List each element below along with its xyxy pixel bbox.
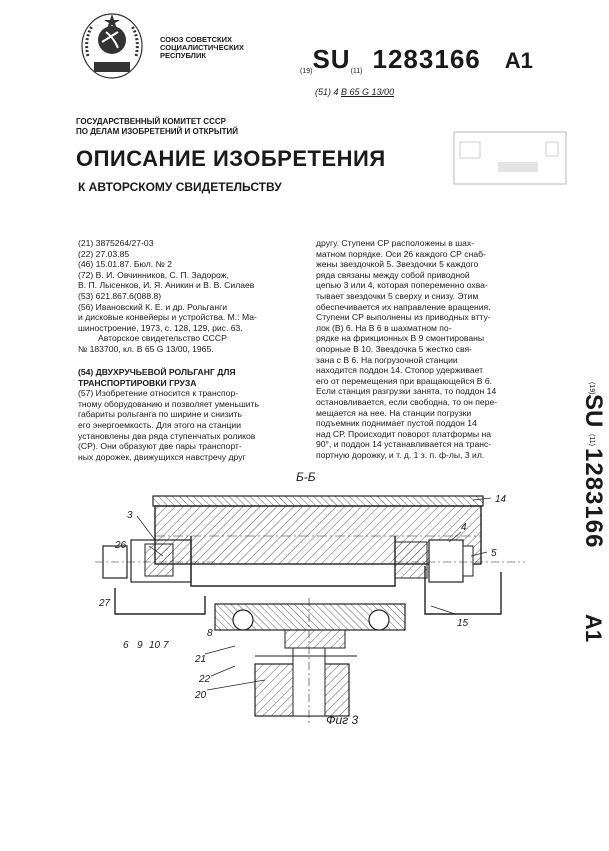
patent-id-line xyxy=(300,44,533,75)
callout-label: 10 xyxy=(149,640,161,651)
committee-line-2: ПО ДЕЛАМ ИЗОБРЕТЕНИЙ И ОТКРЫТИЙ xyxy=(76,127,239,136)
abstract-line: Если станция разгрузки занята, то поддон 14 xyxy=(316,386,497,397)
kind-code: A1 xyxy=(504,48,533,73)
committee-block xyxy=(76,117,238,137)
pallet-plate xyxy=(153,496,483,506)
abstract-line: матном порядке. Оси 26 каждого СР снаб- xyxy=(316,248,486,259)
union-name: СОЮЗ СОВЕТСКИХ СОЦИАЛИСТИЧЕСКИХ РЕСПУБЛИК xyxy=(160,35,244,60)
callout-label: 22 xyxy=(199,674,211,685)
abstract-line: цепью 3 или 4, которая попеременно охва- xyxy=(316,280,488,291)
ipc-code: В 65 G 13/00 xyxy=(341,87,395,97)
biblio-line: (72) В. И. Овчинников, С. П. Задорож, xyxy=(78,269,229,280)
abstract-line: Ступени СР выполнены из приводных втту- xyxy=(316,312,491,323)
committee-line-1: ГОСУДАРСТВЕННЫЙ КОМИТЕТ СССР xyxy=(76,117,226,126)
side-number: 1283166 xyxy=(580,448,607,549)
technical-drawing xyxy=(95,476,535,726)
callout-label: 26 xyxy=(115,540,127,551)
side-su: SU xyxy=(580,394,607,428)
code-19: (19) xyxy=(300,68,313,75)
side-code-19: (19) xyxy=(588,382,595,395)
figure-caption: Фиг 3 xyxy=(326,713,359,727)
library-stamp-icon xyxy=(450,128,570,188)
abstract-line: (СР). Они образуют две пары транспорт- xyxy=(78,441,242,452)
biblio-line: шиностроение, 1973, с. 128, 129, рис. 63. xyxy=(78,322,243,333)
callout-label: 7 xyxy=(163,640,169,651)
callout-label: 8 xyxy=(207,628,213,639)
abstract-line: жены звездочкой 5. Звездочки 5 каждого xyxy=(316,259,479,270)
abstract-line: установлены два ряда ступенчатых роликов xyxy=(78,430,256,441)
callout-label: 5 xyxy=(491,548,497,559)
state-emblem-icon xyxy=(78,10,146,82)
abstract-line: обеспечивается их направление вращения. xyxy=(316,301,491,312)
biblio-line: Авторское свидетельство СССР xyxy=(98,333,227,344)
biblio-line: (22) 27.03.85 xyxy=(78,248,130,259)
side-kind: A1 xyxy=(581,614,606,643)
abstract-right-column xyxy=(316,238,552,460)
bibliographic-data xyxy=(78,238,300,355)
abstract-line: портную дорожку, и т. д. 1 з. п. ф-лы, 3 ил. xyxy=(316,449,485,460)
abstract-line: его от перемещения при вращающейся В 6. xyxy=(316,375,493,386)
abstract-line: находится поддон 14. Стопор удерживает xyxy=(316,365,484,376)
side-patent-mark xyxy=(560,382,607,662)
ipc-prefix: (51) 4 xyxy=(315,87,339,97)
abstract-line: ных дорожек, движущихся навстречу друг xyxy=(78,451,246,462)
abstract-line: рядке на фрикционных В 9 смонтированы xyxy=(316,333,485,344)
code-11: (11) xyxy=(350,68,363,75)
abstract-line: над СР. Происходит поворот платформы на xyxy=(316,428,491,439)
patent-number: 1283166 xyxy=(372,44,481,74)
su-code: SU xyxy=(312,44,351,74)
abstract-line: 90°, и поддон 14 устанавливается на транс- xyxy=(316,439,492,450)
callout-label: 9 xyxy=(137,640,143,651)
abstract-line: лок (В) 6. На В 6 в шахматном по- xyxy=(316,322,452,333)
document-subtitle: К АВТОРСКОМУ СВИДЕТЕЛЬСТВУ xyxy=(78,180,282,194)
abstract-line: подъемник поднимает пустой поддон 14 xyxy=(316,418,477,429)
invention-title-line: (54) ДВУХРУЧЬЕВОЙ РОЛЬГАНГ ДЛЯ xyxy=(78,367,236,377)
callout-label: 6 xyxy=(123,640,129,651)
biblio-line: (56) Ивановский К. Е. и др. Рольганги xyxy=(78,301,228,312)
callout-label: 27 xyxy=(99,598,111,609)
biblio-line: В. П. Лысенков, И. Я. Аникин и В. В. Силаев xyxy=(78,280,255,291)
ipc-classification xyxy=(315,87,394,97)
invention-title-line: ТРАНСПОРТИРОВКИ ГРУЗА xyxy=(78,377,197,388)
abstract-line: мещается на нее. На станции погрузки xyxy=(316,407,472,418)
biblio-line: (53) 621.867.6(088.8) xyxy=(78,290,162,301)
callout-label: 15 xyxy=(457,618,469,629)
abstract-line: опорные В 10. Звездочка 5 жестко свя- xyxy=(316,343,472,354)
callout-label: 4 xyxy=(461,522,467,533)
callout-label: 20 xyxy=(195,690,207,701)
abstract-line: тному оборудованию и позволяет уменьшить xyxy=(78,398,259,409)
callout-label: 21 xyxy=(195,654,207,665)
callout-label: 3 xyxy=(127,510,133,521)
biblio-line: (46) 15.01.87. Бюл. № 2 xyxy=(78,259,172,270)
biblio-line: (21) 3875264/27-03 xyxy=(78,238,154,248)
abstract-line: его энергоемкость. Для этого на станции xyxy=(78,419,242,430)
abstract-line: другу. Ступени СР расположены в шах- xyxy=(316,238,475,248)
abstract-line: ряда связаны между собой приводной xyxy=(316,269,470,280)
biblio-line: и дисковые конвейеры и устройства. М.: Ма- xyxy=(78,312,257,323)
abstract-line: остановливается, если свободна, то он пере- xyxy=(316,396,498,407)
abstract-line: тывает звездочки 5 сверху и снизу. Этим xyxy=(316,290,479,301)
abstract-line: зана с В 6. На погрузочной станции xyxy=(316,354,458,365)
abstract-line: габариты рольганга по ширине и снизить xyxy=(78,409,242,420)
abstract-line: (57) Изобретение относится к транспор- xyxy=(78,388,239,399)
document-title: ОПИСАНИЕ ИЗОБРЕТЕНИЯ xyxy=(76,146,386,171)
side-code-11: (11) xyxy=(588,434,595,446)
callout-label: 14 xyxy=(495,494,507,505)
biblio-line: № 183700, кл. В 65 G 13/00, 1965. xyxy=(78,343,214,354)
abstract-left-column xyxy=(78,367,304,462)
section-label: Б-Б xyxy=(296,470,316,484)
